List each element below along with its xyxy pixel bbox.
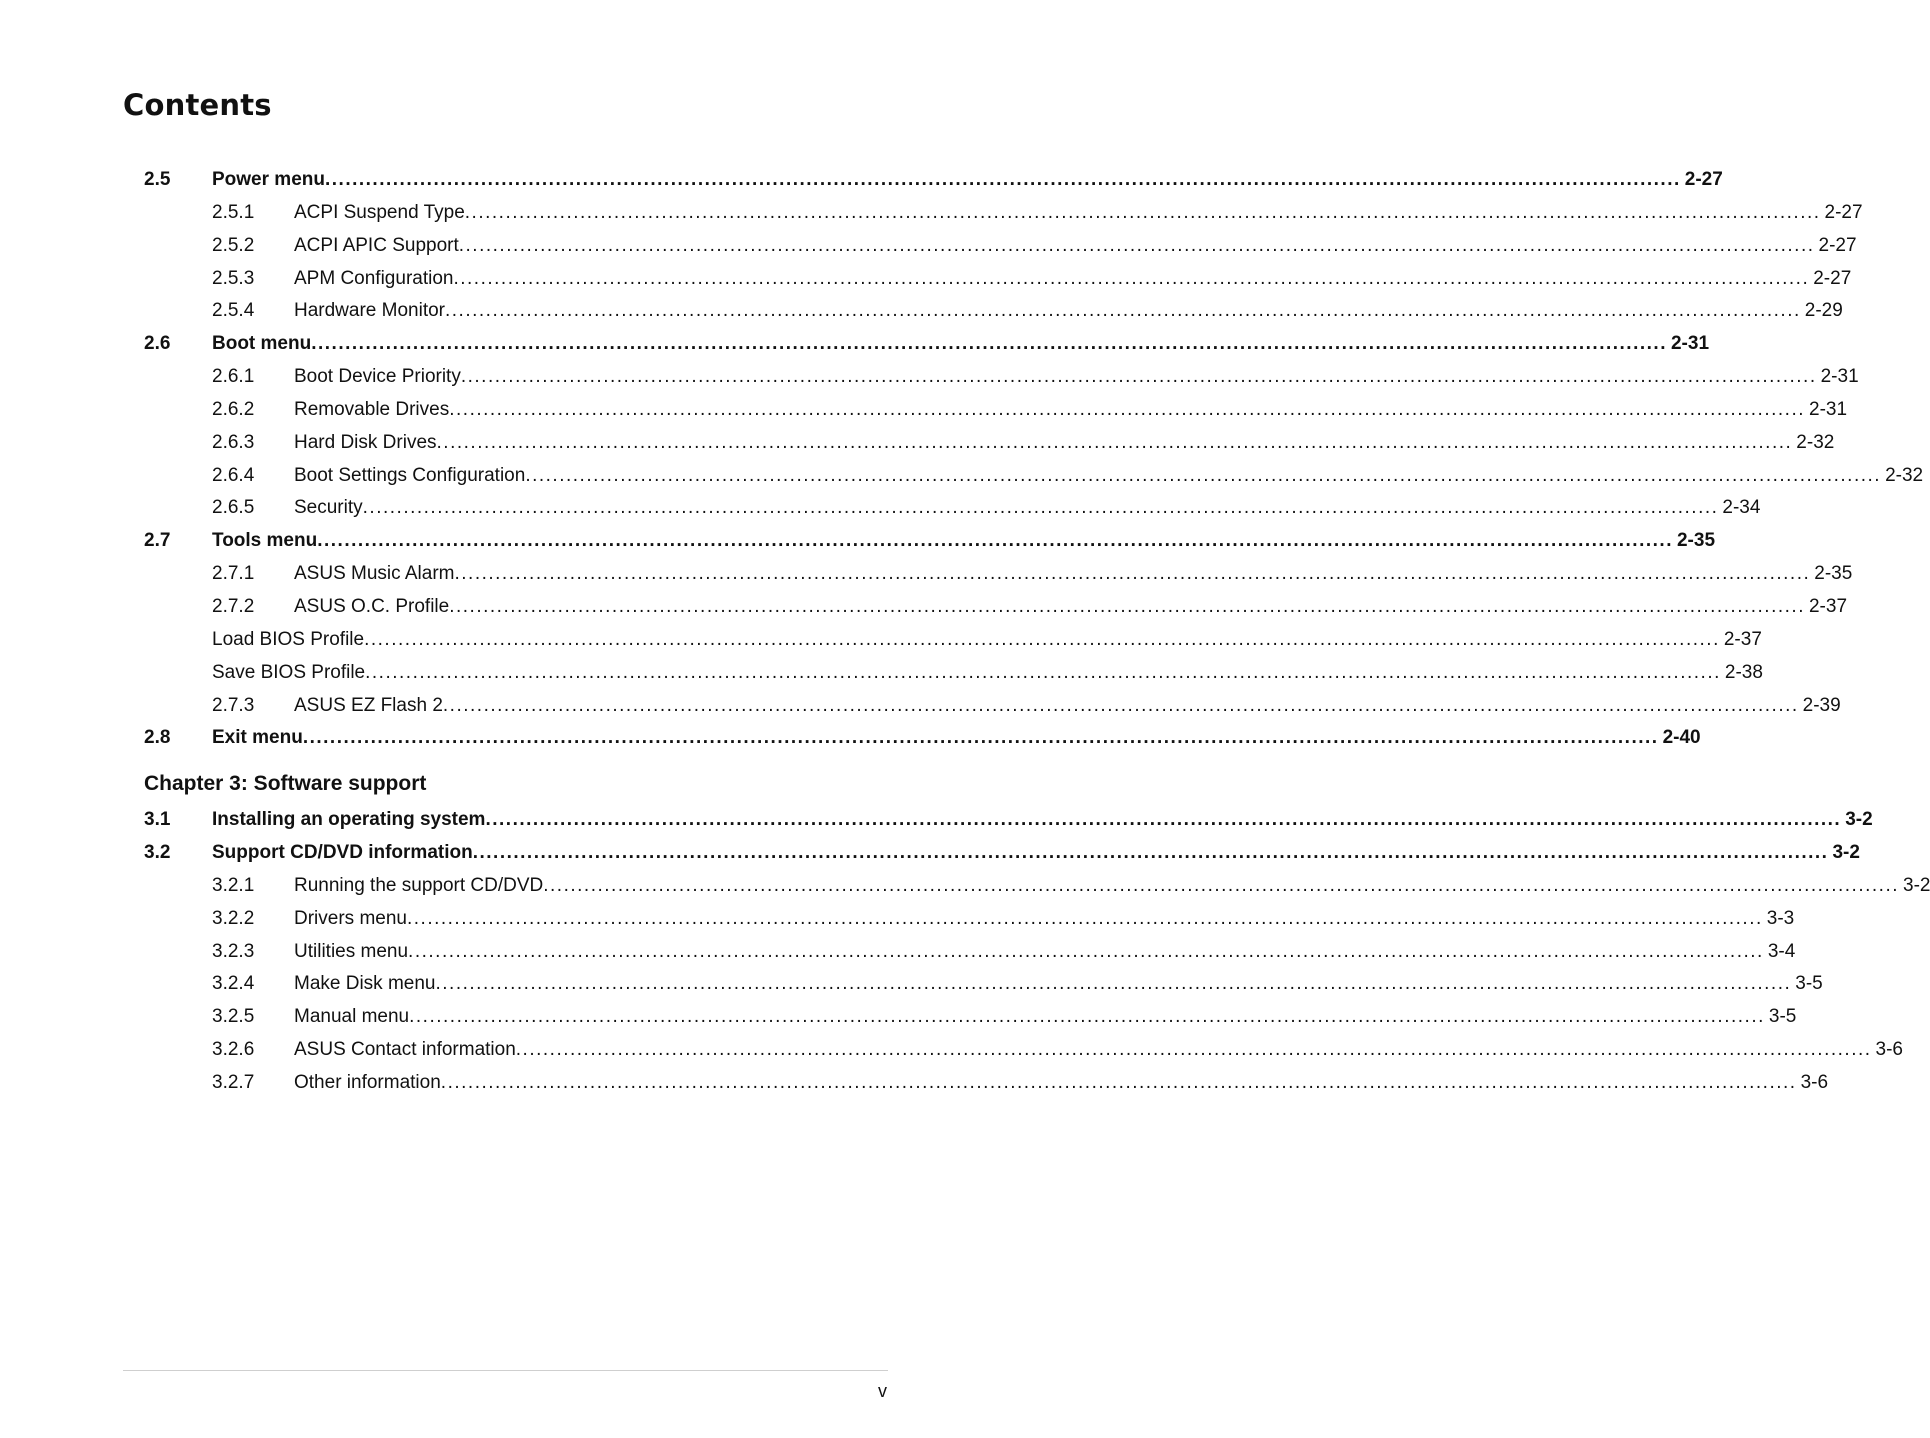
toc-entry-title: Boot menu [212,328,311,361]
toc-entry-page: 3-2 [1832,842,1860,864]
dot-leader: ........................................................................................................................................................................................................ [302,727,1659,749]
toc-entry[interactable] [144,936,1796,969]
toc-entry-page: 2-27 [1824,201,1863,223]
toc-entry-number: 3.1 [144,809,171,831]
toc-section-chapter-3 [144,804,1930,1100]
toc-entry-page: 3-6 [1875,1039,1903,1061]
toc-entry-title: Other information [294,1067,441,1100]
toc-entry-line [294,295,1843,328]
dot-leader: ........................................................................................................................................................................................................ [485,809,1842,831]
toc-entry[interactable] [144,460,1924,493]
toc-entry-line [294,492,1761,525]
toc-entry-page: 2-27 [1813,267,1852,289]
dot-leader: ........................................................................................................................................................................................................ [362,497,1719,519]
toc-entry-number: 3.2.6 [212,1039,255,1061]
toc-entry-page: 2-31 [1670,333,1710,355]
toc-entry-number: 2.6.3 [212,431,255,453]
dot-leader: ........................................................................................................................................................................................................ [408,940,1764,962]
dot-leader: ........................................................................................................................................................................................................ [449,595,1805,617]
toc-entry-line [294,460,1924,493]
toc-entry[interactable] [144,804,1873,837]
dot-leader: ........................................................................................................................................................................................................ [460,366,1817,388]
toc-entry[interactable] [144,197,1863,230]
toc-entry-title: Security [294,492,363,525]
toc-entry-number: 2.6.4 [212,464,255,486]
dot-leader: ........................................................................................................................................................................................................ [436,431,1793,453]
dot-leader: ........................................................................................................................................................................................................ [365,661,1721,683]
dot-leader: ........................................................................................................................................................................................................ [440,1071,1797,1093]
toc-entry[interactable] [144,690,1841,723]
toc-entry-title: Support CD/DVD information [212,837,473,870]
toc-entry-title: Exit menu [212,722,303,755]
toc-entry-page: 3-4 [1767,940,1796,962]
toc-entry-number: 2.6.5 [212,497,255,519]
toc-entry-number: 2.6.1 [212,366,255,388]
toc-entry-page: 2-31 [1820,366,1859,388]
dot-leader: ........................................................................................................................................................................................................ [445,300,1801,322]
toc-entry-title: Running the support CD/DVD [294,870,543,903]
toc-entry-number: 3.2.4 [212,973,255,995]
dot-leader: ........................................................................................................................................................................................................ [458,234,1815,256]
toc-entry[interactable] [144,968,1823,1001]
toc-entry[interactable] [144,1001,1797,1034]
toc-entry-page: 2-37 [1808,595,1848,617]
chapter-heading: Chapter 3: Software support [144,772,427,796]
dot-leader: ........................................................................................................................................................................................................ [449,398,1805,420]
toc-entry-line [294,903,1795,936]
toc-entry[interactable] [144,903,1795,936]
dot-leader: ........................................................................................................................................................................................................ [454,563,1811,585]
toc-entry-page: 2-35 [1676,530,1716,552]
toc-entry-number: 2.5.2 [212,234,255,256]
toc-entry-line [294,1001,1797,1034]
toc-entry-page: 2-31 [1809,398,1848,420]
toc-entry-number: 2.7.2 [212,595,255,617]
toc-entry-line [294,870,1930,903]
toc-entry-page: 3-6 [1800,1071,1829,1093]
toc-entry-number: 3.2.1 [212,874,255,896]
dot-leader: ........................................................................................................................................................................................................ [543,874,1900,896]
toc-entry-page: 2-34 [1722,497,1761,519]
dot-leader: ........................................................................................................................................................................................................ [464,201,1821,223]
toc-entry[interactable] [144,328,1710,361]
toc-entry-title: Drivers menu [294,903,407,936]
toc-entry-page: 3-2 [1845,809,1873,831]
dot-leader: ........................................................................................................................................................................................................ [442,694,1799,716]
toc-entry-number: 3.2.7 [212,1071,255,1093]
toc-entry-page: 2-37 [1723,628,1762,650]
toc-entry-line [212,804,1873,837]
toc-entry-title: ACPI Suspend Type [294,197,465,230]
toc-entry-page: 2-38 [1724,661,1763,683]
toc-entry-title: Make Disk menu [294,968,436,1001]
toc-entry-line [294,936,1796,969]
toc-entry-page: 3-5 [1768,1006,1797,1028]
toc-entry[interactable] [144,1067,1829,1100]
toc-entry-title: Boot Settings Configuration [294,460,525,493]
toc-section-chapter-2 [144,164,1924,755]
toc-entry[interactable] [144,837,1860,870]
toc-entry-number: 2.5.1 [212,201,255,223]
toc-entry-line [212,525,1716,558]
toc-entry-line [294,197,1863,230]
toc-entry-title: Utilities menu [294,936,408,969]
toc-entry-line [294,394,1848,427]
toc-entry-line [294,1034,1903,1067]
dot-leader: ........................................................................................................................................................................................................ [409,1006,1765,1028]
toc-entry-title: APM Configuration [294,263,453,296]
toc-entry[interactable] [144,624,1762,657]
toc-entry[interactable] [144,558,1853,591]
toc-entry[interactable] [144,394,1848,427]
toc-entry-number: 2.7 [144,530,171,552]
toc-entry-number: 3.2.2 [212,907,255,929]
toc-entry-line [294,968,1823,1001]
toc-entry-title: ASUS O.C. Profile [294,591,449,624]
table-of-contents [144,164,1930,1100]
dot-leader: ........................................................................................................................................................................................................ [472,842,1829,864]
dot-leader: ........................................................................................................................................................................................................ [515,1039,1872,1061]
toc-entry[interactable] [144,230,1857,263]
toc-entry-number: 3.2.3 [212,940,255,962]
toc-entry-page: 2-39 [1802,694,1841,716]
toc-entry-number: 3.2 [144,842,171,864]
toc-entry-line [294,591,1848,624]
toc-entry[interactable] [144,295,1843,328]
toc-entry-title: Save BIOS Profile [212,657,365,690]
toc-entry[interactable] [144,263,1852,296]
toc-entry-title: Hard Disk Drives [294,427,437,460]
dot-leader: ........................................................................................................................................................................................................ [453,267,1810,289]
toc-entry-title: Hardware Monitor [294,295,445,328]
dot-leader: ........................................................................................................................................................................................................ [435,973,1792,995]
toc-entry-title: ASUS Contact information [294,1034,516,1067]
footer-divider [123,1370,888,1371]
toc-entry[interactable] [144,722,1701,755]
toc-entry-number: 2.6 [144,333,171,355]
toc-entry-line [212,328,1710,361]
toc-entry-line [294,558,1853,591]
toc-entry-page: 2-29 [1804,300,1843,322]
toc-entry-page: 2-27 [1684,169,1723,190]
toc-entry-line [294,690,1841,723]
toc-entry-title: ASUS EZ Flash 2 [294,690,443,723]
toc-entry[interactable] [144,657,1763,690]
toc-entry-line [294,230,1857,263]
toc-entry[interactable] [144,591,1848,624]
toc-entry-page: 2-32 [1885,464,1924,486]
dot-leader: ........................................................................................................................................................................................................ [406,907,1763,929]
toc-entry-line [212,837,1860,870]
dot-leader: ........................................................................................................................................................................................................ [324,169,1681,190]
toc-entry-page: 2-27 [1818,234,1857,256]
toc-entry[interactable] [144,164,1723,197]
toc-entry[interactable] [144,870,1930,903]
toc-entry[interactable] [144,1034,1903,1067]
toc-entry-number: 2.8 [144,727,171,749]
toc-entry-line [212,657,1763,690]
toc-entry-number: 2.6.2 [212,398,255,420]
toc-entry-title: Installing an operating system [212,804,485,837]
dot-leader: ........................................................................................................................................................................................................ [525,464,1882,486]
toc-entry-title: Boot Device Priority [294,361,461,394]
toc-entry-number: 2.7.1 [212,563,255,585]
toc-entry-title: Removable Drives [294,394,449,427]
toc-entry-line [212,624,1762,657]
dot-leader: ........................................................................................................................................................................................................ [317,530,1673,552]
toc-entry-title: Manual menu [294,1001,409,1034]
toc-entry-page: 3-2 [1903,874,1930,896]
toc-entry-page: 3-5 [1795,973,1823,995]
page-number: v [878,1381,887,1401]
toc-entry-title: Tools menu [212,525,317,558]
page-title: Contents [123,88,272,122]
toc-entry[interactable] [144,492,1761,525]
toc-entry[interactable] [144,361,1859,394]
toc-entry-number: 2.5.3 [212,267,255,289]
toc-entry-line [294,427,1835,460]
toc-entry-line [294,263,1852,296]
toc-entry-number: 2.5 [144,169,171,190]
dot-leader: ........................................................................................................................................................................................................ [311,333,1667,355]
toc-entry-page: 3-3 [1766,907,1795,929]
toc-entry-page: 2-40 [1662,727,1701,749]
dot-leader: ........................................................................................................................................................................................................ [364,628,1720,650]
toc-entry-title: ACPI APIC Support [294,230,459,263]
toc-entry-line [212,164,1723,197]
toc-entry-line [294,361,1859,394]
toc-entry-title: Power menu [212,164,325,197]
toc-entry[interactable] [144,427,1835,460]
toc-entry[interactable] [144,525,1716,558]
toc-entry-number: 2.7.3 [212,694,255,716]
toc-entry-page: 2-32 [1796,431,1835,453]
toc-entry-line [294,1067,1829,1100]
toc-entry-title: Load BIOS Profile [212,624,364,657]
toc-entry-number: 3.2.5 [212,1006,255,1028]
toc-entry-line [212,722,1701,755]
toc-entry-title: ASUS Music Alarm [294,558,454,591]
toc-entry-number: 2.5.4 [212,300,255,322]
toc-entry-page: 2-35 [1814,563,1853,585]
